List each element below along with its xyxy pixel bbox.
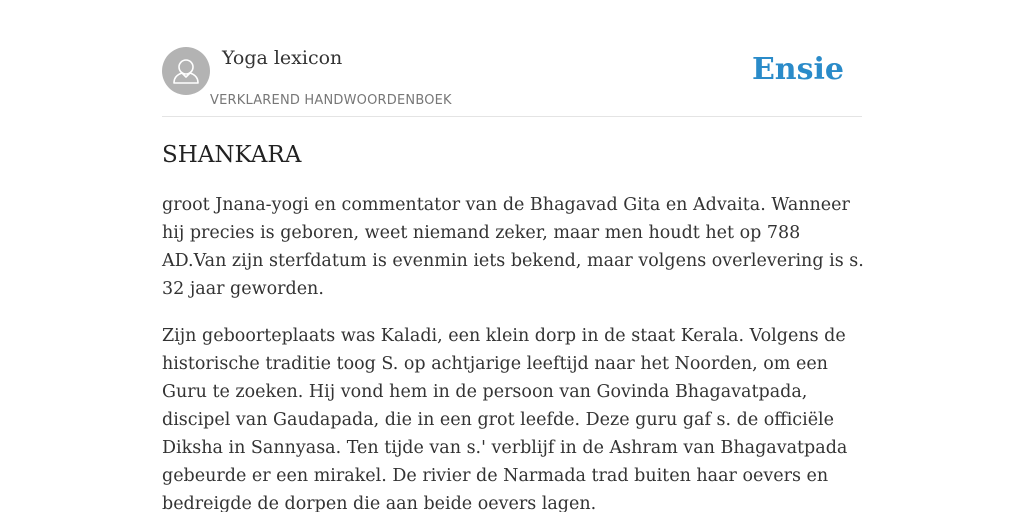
entry-paragraph: Zijn geboorteplaats was Kaladi, een klein dorp in de staat Kerala. Volgens de historische traditie toog S. op achtjarige leeftijd naar het Noorden, om een Guru te zoeken. Hij vond hem in de persoon van Govinda Bhagavatpada, discipel van Gaudapada, die in een grot leefde. Deze guru gaf s. de officiële Diksha in Sannyasa. Ten tijde van s.' verblijf in de Ashram van Bhagavatpada gebeurde er een mirakel. De rivier de Narmada trad buiten haar oevers en bedreigde de dorpen die aan beide oevers lagen.: [162, 326, 848, 512]
entry-content: [162, 139, 867, 512]
entry-paragraph: groot Jnana-yogi en commentator van de Bhagavad Gita en Advaita. Wanneer hij precies is geboren, weet niemand zeker, maar men houdt het op 788 AD.Van zijn sterfdatum is evenmin iets bekend, maar volgens overlevering is s. 32 jaar geworden.: [162, 195, 864, 299]
entry-title: SHANKARA: [162, 142, 302, 168]
lexicon-subtitle: VERKLAREND HANDWOORDENBOEK: [210, 93, 452, 108]
brand-logo[interactable]: Ensie: [751, 52, 844, 87]
user-icon[interactable]: [162, 47, 210, 95]
lexicon-title[interactable]: Yoga lexicon: [222, 47, 343, 69]
header: [162, 46, 862, 117]
